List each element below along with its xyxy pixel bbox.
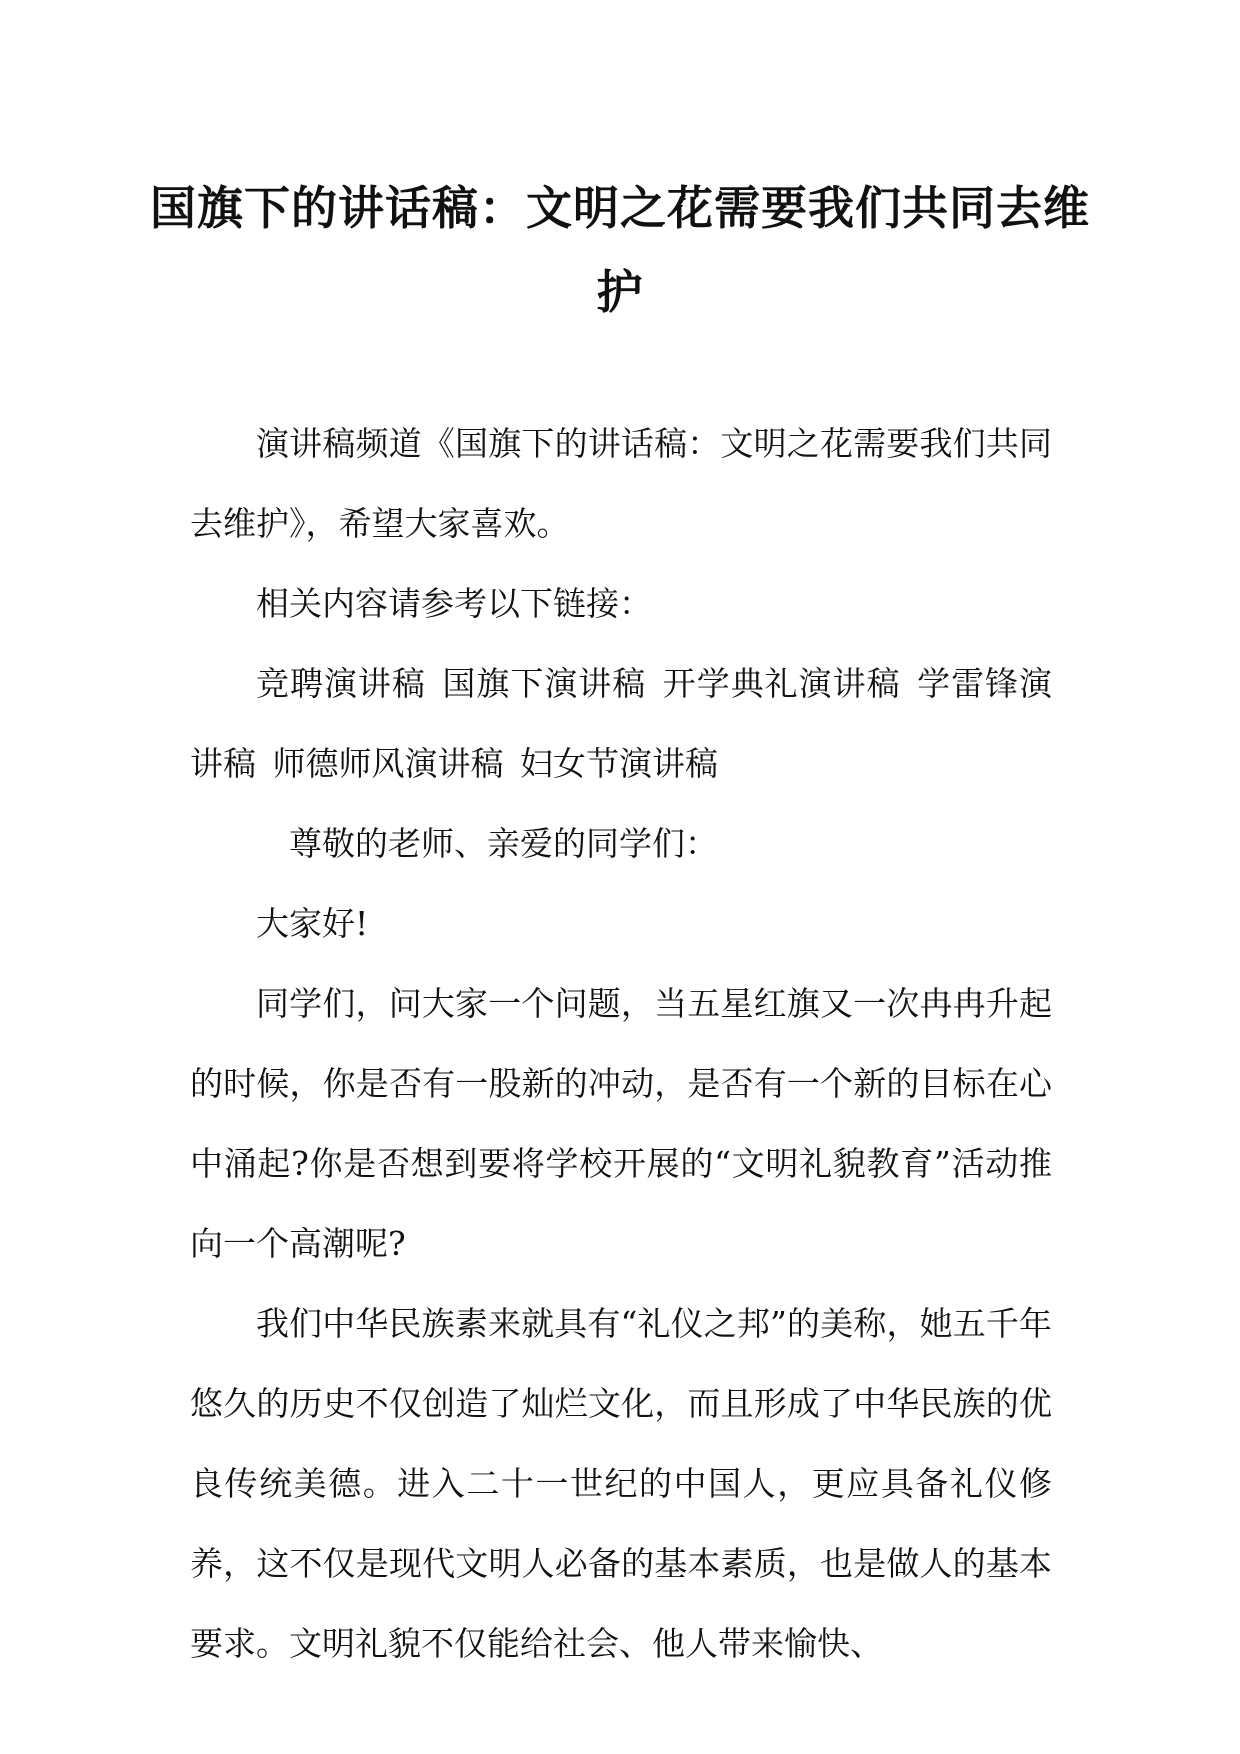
link-lei-feng-speech[interactable]: 学雷锋演讲稿 bbox=[190, 664, 1053, 783]
greeting-line: 尊敬的老师、亲爱的同学们： bbox=[289, 824, 718, 863]
link-competition-speech[interactable]: 竞聘演讲稿 bbox=[256, 664, 426, 703]
intro-paragraph: 演讲稿频道《国旗下的讲话稿：文明之花需要我们共同去维护》，希望大家喜欢。 bbox=[190, 424, 1052, 543]
body-paragraph-2: 我们中华民族素来就具有“礼仪之邦”的美称，她五千年悠久的历史不仅创造了灿烂文化，而且形成了中华民族的优良传统美德。进入二十一世纪的中国人，更应具备礼仪修养，这不仅是现代文明人必备的基本素质，也是做人的基本要求。文明礼貌不仅能给社会、他人带来愉快、 bbox=[190, 1304, 1052, 1663]
link-flag-speech[interactable]: 国旗下演讲稿 bbox=[442, 664, 647, 703]
hello-line: 大家好! bbox=[256, 904, 369, 943]
document-body bbox=[190, 404, 1052, 1684]
body-paragraph-1: 同学们，问大家一个问题，当五星红旗又一次冉冉升起的时候，你是否有一股新的冲动，是否有一个新的目标在心中涌起?你是否想到要将学校开展的“文明礼貌教育”活动推向一个高潮呢? bbox=[190, 984, 1052, 1263]
related-label: 相关内容请参考以下链接： bbox=[256, 584, 652, 623]
related-links bbox=[190, 644, 1052, 804]
document-title: 国旗下的讲话稿：文明之花需要我们共同去维护 bbox=[150, 181, 1090, 319]
link-teacher-ethics-speech[interactable]: 师德师风演讲稿 bbox=[272, 744, 504, 783]
link-womens-day-speech[interactable]: 妇女节演讲稿 bbox=[520, 744, 718, 783]
link-opening-ceremony-speech[interactable]: 开学典礼演讲稿 bbox=[662, 664, 901, 703]
